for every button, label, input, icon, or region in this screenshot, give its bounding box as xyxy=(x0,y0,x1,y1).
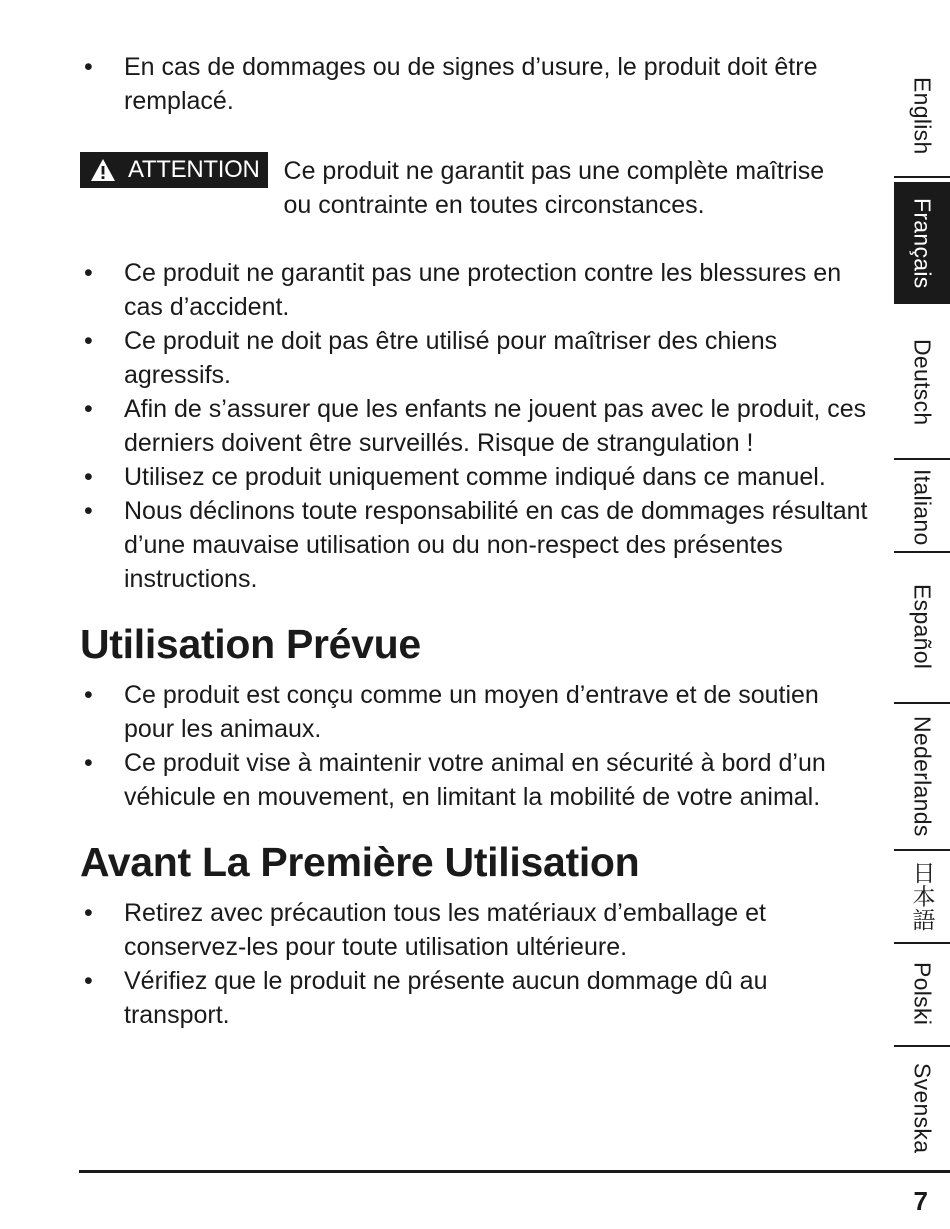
lang-tab-svenska[interactable] xyxy=(894,1050,950,1166)
bullet-dot: • xyxy=(84,749,93,777)
bullet-dot: • xyxy=(84,497,93,525)
bullet-text: Retirez avec précaution tous les matériaux d’emballage et conservez-les pour toute utilisation ultérieure. xyxy=(124,899,767,961)
bullet-text: Utilisez ce produit uniquement comme indiqué dans ce manuel. xyxy=(124,463,826,491)
list-item xyxy=(80,494,870,596)
bullet-text: Vérifiez que le produit ne présente aucun dommage dû au transport. xyxy=(124,967,768,1029)
bullet-text: Ce produit ne garantit pas une protection contre les blessures en cas d’accident. xyxy=(124,259,842,321)
lang-tab-label: 日本語 xyxy=(909,861,936,931)
bullet-dot: • xyxy=(84,967,93,995)
bullet-dot: • xyxy=(84,327,93,355)
bullet-text: Ce produit ne doit pas être utilisé pour maîtriser des chiens agressifs. xyxy=(124,327,778,389)
lang-tab-label: Italiano xyxy=(909,468,936,546)
list-item xyxy=(80,896,870,964)
bullet-dot: • xyxy=(84,395,93,423)
lang-divider xyxy=(894,176,950,178)
lang-tab-italiano[interactable] xyxy=(894,462,950,552)
lang-tab-label: Polski xyxy=(909,962,936,1026)
lang-divider xyxy=(894,942,950,944)
lang-divider xyxy=(894,1045,950,1047)
attention-badge xyxy=(80,152,268,188)
lang-divider xyxy=(894,551,950,553)
section-heading-utilisation-prevue: Utilisation Prévue xyxy=(80,621,421,667)
lang-tab-deutsch[interactable] xyxy=(894,308,950,456)
bullet-dot: • xyxy=(84,259,93,287)
lang-tab-polski[interactable] xyxy=(894,946,950,1042)
attention-bullet-list xyxy=(80,256,870,596)
list-item xyxy=(80,678,870,746)
list-item xyxy=(80,964,870,1032)
page-number: 7 xyxy=(913,1186,928,1216)
list-item xyxy=(80,50,870,118)
lang-divider xyxy=(894,702,950,704)
list-item xyxy=(80,392,870,460)
lang-divider xyxy=(894,849,950,851)
lang-tab-label: Nederlands xyxy=(909,715,936,837)
list-item xyxy=(80,746,870,814)
page-content xyxy=(80,50,870,1032)
lang-divider xyxy=(894,458,950,460)
bullet-dot: • xyxy=(84,899,93,927)
attention-label: ATTENTION xyxy=(128,156,260,183)
intro-bullet-list xyxy=(80,50,870,118)
bullet-text: En cas de dommages ou de signes d’usure, le produit doit être remplacé. xyxy=(124,53,818,115)
lang-tab-label: Français xyxy=(909,197,936,289)
bullet-dot: • xyxy=(84,53,93,81)
lang-tab-label: English xyxy=(909,77,936,155)
bullet-text: Afin de s’assurer que les enfants ne jouent pas avec le produit, ces derniers doivent être surveillés. Risque de strangulation ! xyxy=(124,395,867,457)
attention-text: Ce produit ne garantit pas une complète maîtrise ou contrainte en toutes circonstances. xyxy=(283,157,825,219)
list-item xyxy=(80,256,870,324)
lang-tab-english[interactable] xyxy=(894,60,950,172)
bullet-text: Ce produit vise à maintenir votre animal en sécurité à bord d’un véhicule en mouvement, en limitant la mobilité de votre animal. xyxy=(124,749,826,811)
bullet-text: Ce produit est conçu comme un moyen d’entrave et de soutien pour les animaux. xyxy=(124,681,819,743)
utilisation-bullet-list xyxy=(80,678,870,814)
bullet-text: Nous déclinons toute responsabilité en cas de dommages résultant d’une mauvaise utilisation ou du non-respect des présentes instructions. xyxy=(124,497,868,593)
bullet-dot: • xyxy=(84,681,93,709)
attention-notice xyxy=(80,152,870,222)
bullet-dot: • xyxy=(84,463,93,491)
lang-tab-nederlands[interactable] xyxy=(894,706,950,846)
section-heading-avant-premiere-utilisation: Avant La Première Utilisation xyxy=(80,839,640,885)
avant-bullet-list xyxy=(80,896,870,1032)
lang-tab-espanol[interactable] xyxy=(894,556,950,698)
list-item xyxy=(80,324,870,392)
list-item xyxy=(80,460,870,494)
footer-rule xyxy=(79,1170,950,1173)
warning-triangle-icon xyxy=(90,158,116,182)
lang-tab-label: Español xyxy=(909,584,936,670)
lang-tab-japanese[interactable] xyxy=(894,853,950,939)
lang-tab-label: Svenska xyxy=(909,1062,936,1154)
lang-tab-label: Deutsch xyxy=(909,338,936,426)
lang-tab-francais[interactable] xyxy=(894,182,950,304)
